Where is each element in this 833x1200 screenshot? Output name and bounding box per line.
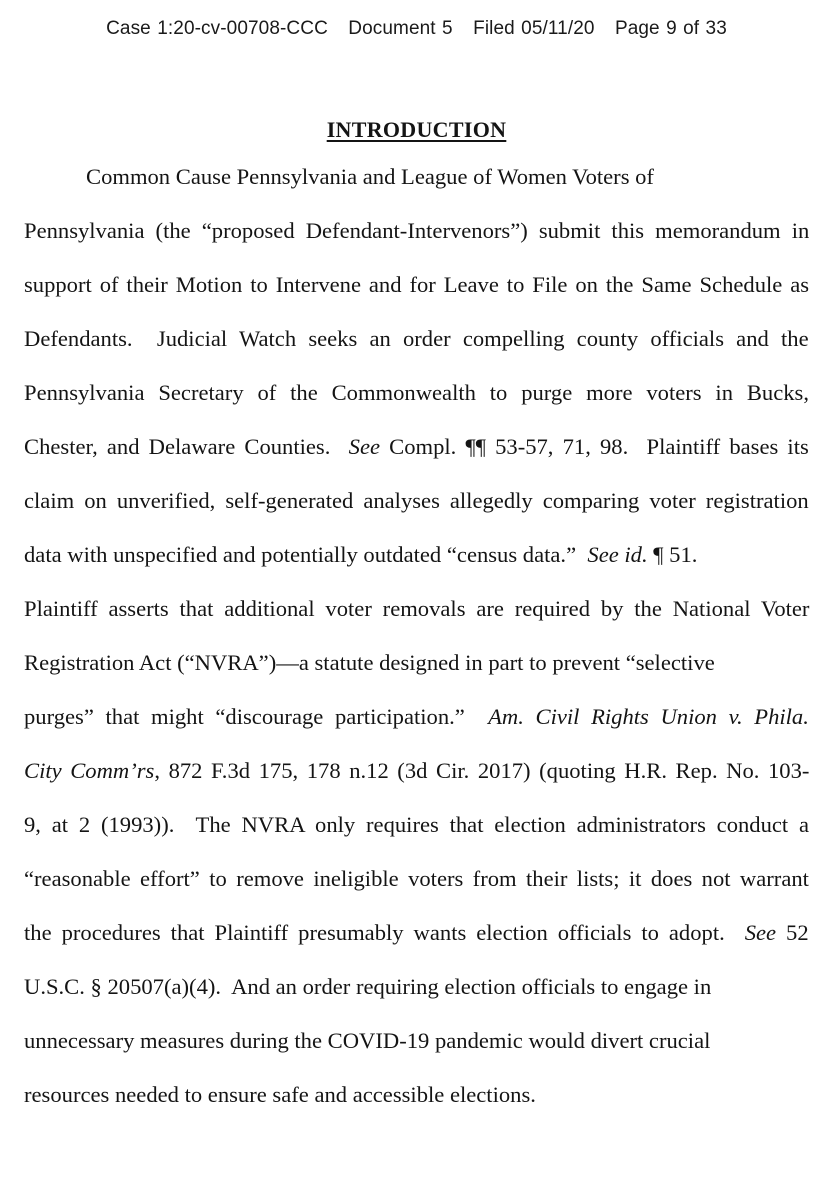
- page-number: Page 9 of 33: [614, 18, 727, 39]
- body-line-10: [24, 648, 715, 678]
- section-title: INTRODUCTION: [326, 117, 507, 142]
- body-line-9: [24, 594, 809, 624]
- body-line-11: [24, 702, 809, 732]
- body-line-7: [24, 486, 809, 516]
- body-text: the procedures that Plaintiff presumably wants election officials to adopt.: [24, 920, 745, 945]
- citation-text: See id.: [587, 542, 648, 567]
- body-text: “reasonable effort” to remove ineligible voters from their lists; it does not warrant: [24, 866, 809, 891]
- body-line-2: [24, 216, 809, 246]
- body-text: Registration Act (“NVRA”)—a statute designed in part to prevent “selective: [24, 650, 715, 675]
- body-line-18: [24, 1080, 536, 1110]
- body-line-8: [24, 540, 697, 570]
- body-line-5: [24, 378, 809, 408]
- body-text: ¶ 51.: [647, 542, 698, 567]
- body-text: resources needed to ensure safe and accessible elections.: [24, 1082, 536, 1107]
- citation-text: City Comm’rs: [24, 758, 155, 783]
- body-line-17: [24, 1026, 710, 1056]
- body-text: claim on unverified, self-generated analyses allegedly comparing voter registration: [24, 488, 809, 513]
- body-line-13: [24, 810, 809, 840]
- body-text: Plaintiff asserts that additional voter removals are required by the National Voter: [24, 596, 810, 621]
- body-text: unnecessary measures during the COVID-19 pandemic would divert crucial: [24, 1028, 711, 1053]
- body-text: 9, at 2 (1993)). The NVRA only requires that election administrators conduct a: [24, 812, 810, 837]
- document-number: Document 5: [348, 18, 453, 39]
- body-text: , 872 F.3d 175, 178 n.12 (3d Cir. 2017) (quoting H.R. Rep. No. 103-: [154, 758, 810, 783]
- citation-text: See: [744, 920, 777, 945]
- body-text: Chester, and Delaware Counties.: [24, 434, 349, 459]
- body-line-1: [86, 162, 654, 192]
- body-text: Compl. ¶¶ 53-57, 71, 98. Plaintiff bases its: [380, 434, 809, 459]
- body-text: data with unspecified and potentially outdated “census data.”: [24, 542, 588, 567]
- body-line-12: [24, 756, 809, 786]
- filed-date: Filed 05/11/20: [473, 18, 595, 39]
- page-header: [0, 18, 833, 40]
- body-line-4: [24, 324, 809, 354]
- body-line-15: [24, 918, 809, 948]
- body-line-14: [24, 864, 809, 894]
- body-text: purges” that might “discourage participation.”: [24, 704, 489, 729]
- body-line-3: [24, 270, 809, 300]
- body-text: U.S.C. § 20507(a)(4). And an order requiring election officials to engage in: [24, 974, 712, 999]
- case-number: Case 1:20-cv-00708-CCC: [106, 18, 328, 39]
- citation-text: See: [348, 434, 381, 459]
- body-text: Pennsylvania Secretary of the Commonwealth to purge more voters in Bucks,: [24, 380, 809, 405]
- body-line-6: [24, 432, 809, 462]
- body-line-16: [24, 972, 711, 1002]
- body-text: Pennsylvania (the “proposed Defendant-Intervenors”) submit this memorandum in: [24, 218, 810, 243]
- body-text: 52: [776, 920, 809, 945]
- citation-text: Am. Civil Rights Union v. Phila.: [488, 704, 809, 729]
- body-text: Defendants. Judicial Watch seeks an order compelling county officials and the: [24, 326, 809, 351]
- body-text: support of their Motion to Intervene and for Leave to File on the Same Schedule as: [24, 272, 810, 297]
- body-text: Common Cause Pennsylvania and League of Women Voters of: [86, 164, 654, 189]
